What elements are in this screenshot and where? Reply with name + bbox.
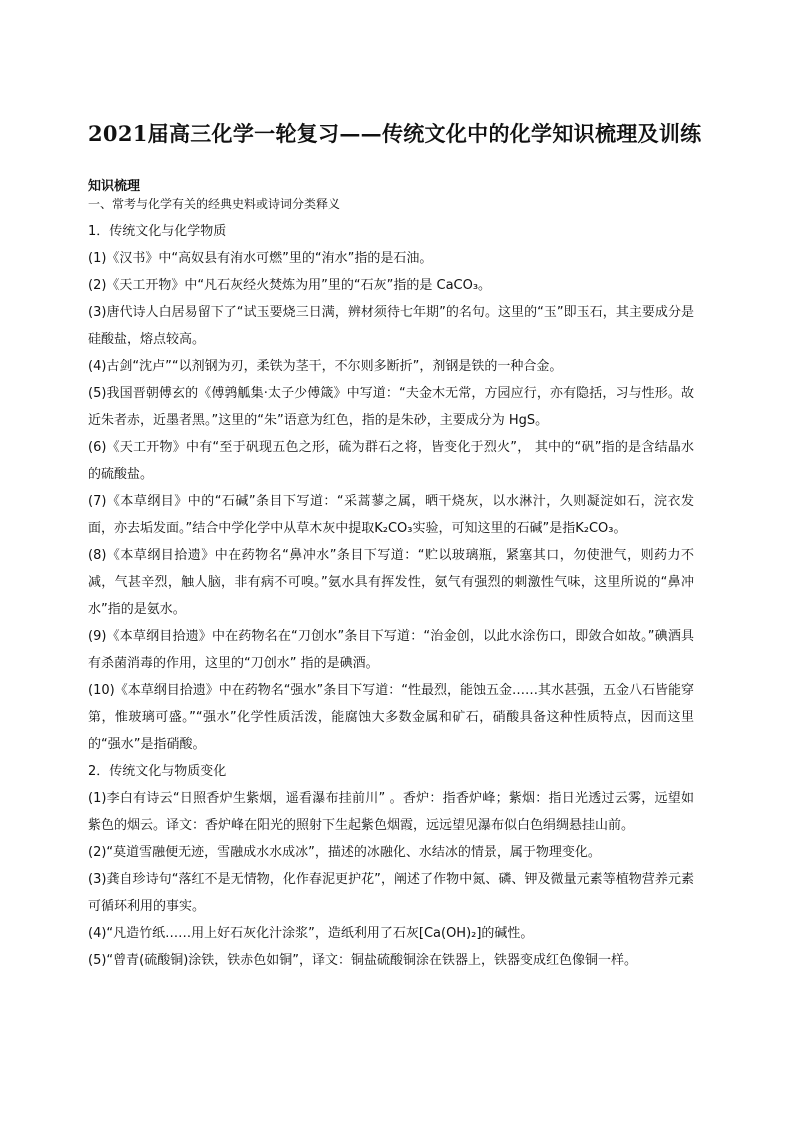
paragraph-item: (9)《本草纲目拾遗》中在药物名在“刀创水”条目下写道：“治金创，以此水涂伤口，即敛合如故。”碘酒具有杀菌消毒的作用，这里的“刀创水” 指的是碘酒。 xyxy=(88,629,694,671)
paragraph-item: (3)唐代诗人白居易留下了“试玉要烧三日满，辨材须待七年期”的名句。这里的“玉”即玉石，其主要成分是硅酸盐，熔点较高。 xyxy=(88,305,694,347)
document-body xyxy=(88,218,694,974)
heading-traditional-culture-substances: 1．传统文化与化学物质 xyxy=(88,224,227,239)
paragraph-item: (8)《本草纲目拾遗》中在药物名“鼻冲水”条目下写道：“贮以玻璃瓶，紧塞其口，勿使泄气，则药力不减，气甚辛烈，触人脑，非有病不可嗅。”氨水具有挥发性，氨气有强烈的刺激性气味，这里所说的“鼻冲水”指的是氨水。 xyxy=(88,548,694,617)
paragraph-item: (3)龚自珍诗句“落红不是无情物，化作春泥更护花”，阐述了作物中氮、磷、钾及微量元素等植物营养元素可循环利用的事实。 xyxy=(88,872,694,914)
heading-traditional-culture-changes: 2．传统文化与物质变化 xyxy=(88,764,227,779)
paragraph-item: (5)我国晋朝傅玄的《傅鹑觚集·太子少傅箴》中写道：“夫金木无常，方园应行，亦有隐括，习与性形。故近朱者赤，近墨者黑。”这里的“朱”语意为红色，指的是朱砂，主要成分为 HgS。 xyxy=(88,386,694,428)
paragraph-item: (2)“莫道雪融便无迹，雪融成水水成冰”，描述的冰融化、水结冰的情景，属于物理变化。 xyxy=(88,845,601,860)
paragraph-item: (2)《天工开物》中“凡石灰经火焚炼为用”里的“石灰”指的是 CaCO₃。 xyxy=(88,278,492,293)
paragraph-item: (1)《汉书》中“高奴县有洧水可燃”里的“洧水”指的是石油。 xyxy=(88,251,433,266)
paragraph-item: (1)李白有诗云“日照香炉生紫烟，遥看瀑布挂前川” 。香炉：指香炉峰；紫烟：指日光透过云雾，远望如紫色的烟云。译文：香炉峰在阳光的照射下生起紫色烟霞，远远望见瀑布似白色绢绸悬挂山前。 xyxy=(88,791,694,833)
paragraph-item: (7)《本草纲目》中的“石碱”条目下写道：“采蒿蓼之属，晒干烧灰，以水淋汁，久则凝淀如石，浣衣发面，亦去垢发面。”结合中学化学中从草木灰中提取K₂CO₃实验，可知这里的石碱”是指K₂CO₃。 xyxy=(88,494,694,536)
subsection-label: 一、常考与化学有关的经典史料或诗词分类释义 xyxy=(88,197,341,211)
paragraph-item: (10)《本草纲目拾遗》中在药物名“强水”条目下写道：“性最烈，能蚀五金……其水甚强，五金八石皆能穿第，惟玻璃可盛。”“强水”化学性质活泼，能腐蚀大多数金属和矿石，硝酸具备这种性质特点，因而这里的“强水”是指硝酸。 xyxy=(88,683,694,752)
paragraph-item: (4)“凡造竹纸……用上好石灰化汁涂浆”，造纸利用了石灰[Ca(OH)₂]的碱性。 xyxy=(88,926,534,941)
section-label: 知识梳理 xyxy=(88,179,141,194)
paragraph-item: (4)古剑“沈卢”“以剂钢为刃，柔铁为茎干，不尔则多断折”，剂钢是铁的一种合金。 xyxy=(88,359,563,374)
paragraph-item: (6)《天工开物》中有“至于矾现五色之形，硫为群石之将，皆变化于烈火”， 其中的“矾”指的是含结晶水的硫酸盐。 xyxy=(88,440,694,482)
paragraph-item: (5)“曾青(硫酸铜)涂铁，铁赤色如铜”，译文：铜盐硫酸铜涂在铁器上，铁器变成红色像铜一样。 xyxy=(88,953,638,968)
document-title: 2021届高三化学一轮复习——传统文化中的化学知识梳理及训练 xyxy=(88,121,702,146)
